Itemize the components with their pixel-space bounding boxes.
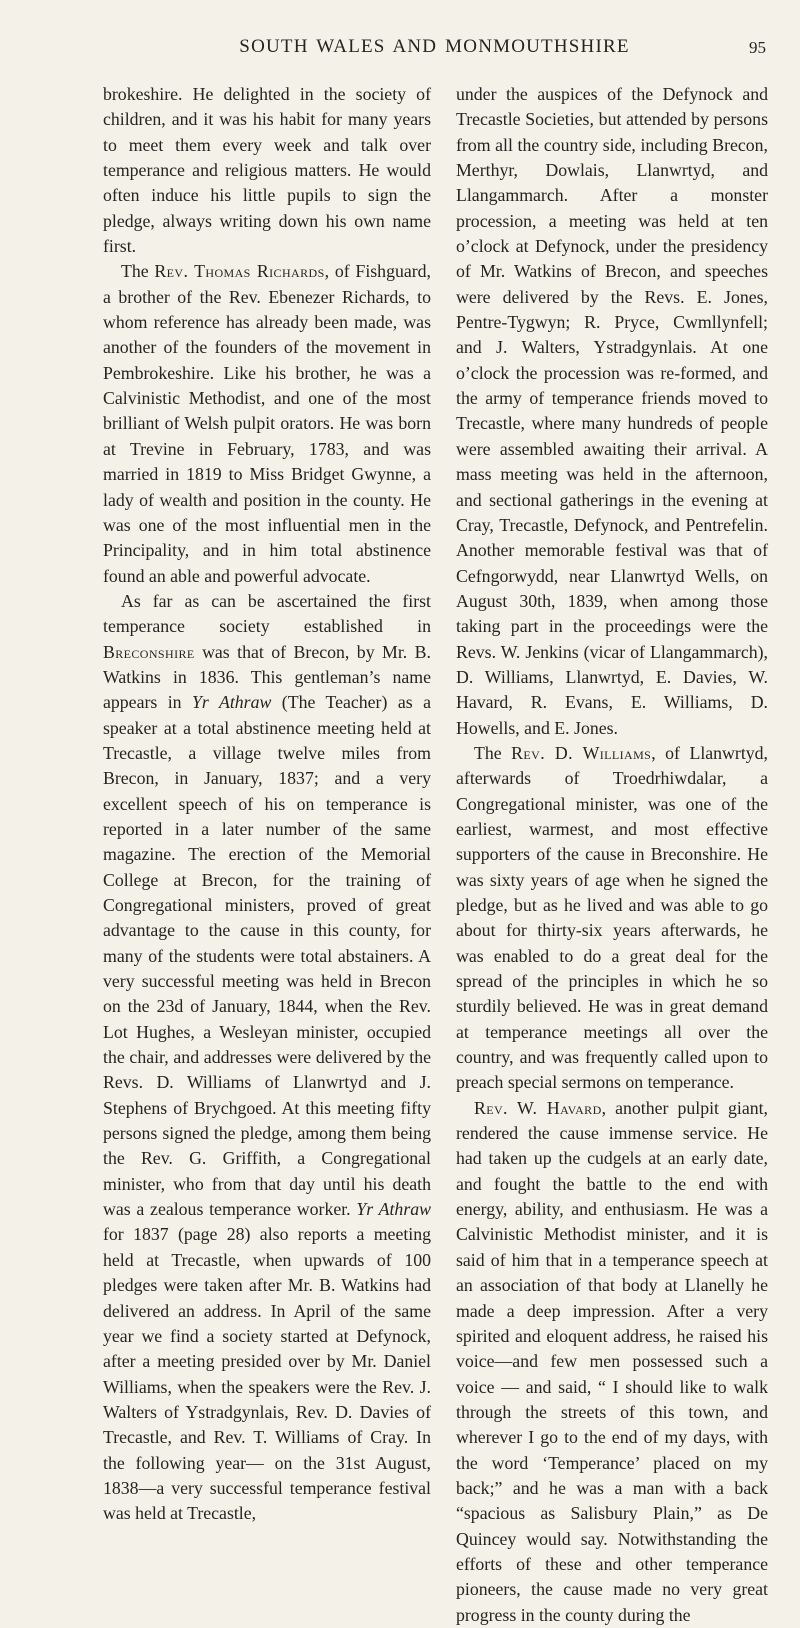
page-header	[103, 30, 766, 60]
paragraph-text: As far as can be ascertained the first temperance society established in	[103, 590, 431, 637]
left-column	[103, 82, 431, 1527]
paragraph-text: , of Llanwrtyd, afterwards of Troedrhiwdalar, a Congregational minister, was one of the earliest, warmest, and most effective supporters of the cause in Breconshire. He was sixty years of age when he signed the pledge, but as he lived and was able to go about for thirty-six years afterwards, he was enabled to do a great deal for the spread of the principles in which he so sturdily believed. He was in great demand at temperance meetings all over the country, and was frequently called upon to preach special sermons on temperance.	[456, 742, 768, 1093]
paragraph	[103, 259, 431, 588]
paragraph	[456, 1096, 768, 1628]
person-name: Rev. W. Havard	[474, 1097, 602, 1118]
paragraph-text: was that of Brecon, by Mr. B. Watkins in 1836. This gentleman’s name appears in	[103, 641, 431, 713]
paragraph-text: , another pulpit giant, rendered the cause immense service. He had taken up the cudgels at an early date, and fought the battle to the end with energy, ability, and enthusiasm. He was a Calvinistic Methodist minister, and it is said of him that in a temperance speech at an association of that body at Llanelly he made a deep impression. After a very spirited and eloquent address, he raised his voice—and few men possessed such a voice — and said, “ I should like to walk through the streets of this town, and wherever I go to the end of my days, with the word ‘Temperance’ placed on my back;” and he was a man with a back “spacious as Salisbury Plain,” as De Quincey would say. Notwithstanding the efforts of these and other temperance pioneers, the cause made no very great progress in the county during the	[456, 1097, 768, 1625]
page-number: 95	[749, 38, 766, 57]
paragraph	[103, 589, 431, 1527]
paragraph: brokeshire. He delighted in the society of children, and it was his habit for many years to meet them every week and talk over temperance and religious matters. He would often induce his little pupils to sign the pledge, always writing down his own name first.	[103, 84, 431, 257]
paragraph	[456, 741, 768, 1096]
magazine-title: Yr Athraw	[192, 692, 272, 713]
running-title: SOUTH WALES AND MONMOUTHSHIRE	[239, 36, 630, 57]
paragraph-lead: The	[474, 742, 512, 763]
county-name: Breconshire	[103, 641, 195, 662]
right-column	[456, 82, 768, 1628]
paragraph-text: (The Teacher) as a speaker at a total abstinence meeting held at Trecastle, a village twelve miles from Brecon, in January, 1837; and a very excellent speech of his on temperance is reported in a later number of the same magazine. The erection of the Memorial College at Brecon, for the training of Congregational ministers, proved of great advantage to the cause in this county, for many of the students were total abstainers. A very successful meeting was held in Brecon on the 23d of January, 1844, when the Rev. Lot Hughes, a Wesleyan minister, occupied the chair, and addresses were delivered by the Revs. D. Williams of Llanwrtyd and J. Stephens of Brychgoed. At this meeting fifty persons signed the pledge, among them being the Rev. G. Griffith, a Congregational minister, who from that day until his death was a zealous temperance worker.	[103, 692, 432, 1220]
paragraph-text: , of Fishguard, a brother of the Rev. Ebenezer Richards, to whom reference has already been made, was another of the founders of the movement in Pembrokeshire. Like his brother, he was a Calvinistic Methodist, and one of the most brilliant of Welsh pulpit orators. He was born at Trevine in February, 1783, and was married in 1819 to Miss Bridget Gwynne, a lady of wealth and position in the county. He was one of the most influential men in the Principality, and in him total abstinence found an able and powerful advocate.	[103, 261, 431, 586]
person-name: Rev. D. Williams	[511, 742, 652, 763]
magazine-title: Yr Athraw	[356, 1199, 431, 1220]
person-name: Rev. Thomas Richards	[154, 261, 325, 282]
paragraph: under the auspices of the Defynock and Trecastle Societies, but attended by persons from all the country side, including Brecon, Merthyr, Dowlais, Llanwrtyd, and Llangammarch. After a monster procession, a meeting was held at ten o’clock at Defynock, under the presidency of Mr. Watkins of Brecon, and speeches were delivered by the Revs. E. Jones, Pentre-Tygwyn; R. Pryce, Cwmllynfell; and J. Walters, Ystradgynlais. At one o’clock the procession was re-formed, and the army of temperance friends moved to Trecastle, where many hundreds of people were assembled awaiting their arrival. A mass meeting was held in the afternoon, and sectional gatherings in the evening at Cray, Trecastle, Defynock, and Pentrefelin. Another memorable festival was that of Cefngorwydd, near Llanwrtyd Wells, on August 30th, 1839, when among those taking part in the proceedings were the Revs. W. Jenkins (vicar of Llangammarch), D. Williams, Llanwrtyd, E. Davies, W. Havard, R. Evans, E. Williams, D. Howells, and E. Jones.	[456, 84, 768, 738]
paragraph-text: for 1837 (page 28) also reports a meeting held at Trecastle, when upwards of 100 pledges were taken after Mr. B. Watkins had delivered an address. In April of the same year we find a society started at Defynock, after a meeting presided over by Mr. Daniel Williams, when the speakers were the Rev. J. Walters of Ystradgynlais, Rev. D. Davies of Trecastle, and Rev. T. Williams of Cray. In the following year— on the 31st August, 1838—a very successful temperance festival was held at Trecastle,	[103, 1224, 431, 1524]
paragraph-lead: The	[121, 261, 155, 282]
